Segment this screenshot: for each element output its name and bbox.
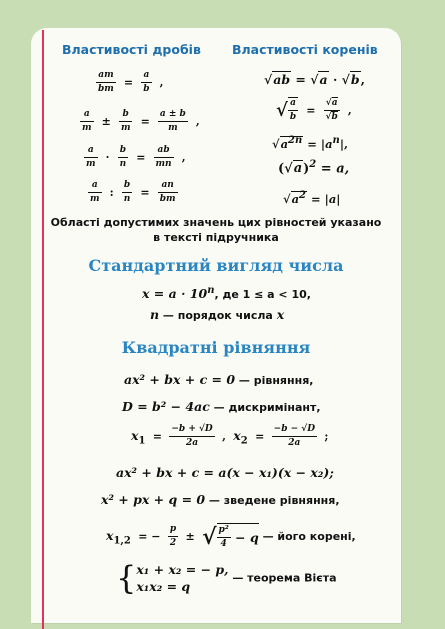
standard-form-title: Стандартний вигляд числа — [88, 256, 344, 275]
root-property-5: $√a^2 = |a|$ — [283, 190, 341, 206]
fraction-property-1: $\frac{am}{bm}$ = $\frac{a}{b}$ , — [98, 70, 164, 94]
standard-form-formula: $x = a \cdot 10^n$, де 1 ≤ a < 10, — [142, 285, 311, 302]
root-property-1: √ab = √a · √b, — [264, 72, 365, 87]
root-property-3: $√a^{2n} = |a^n|$, — [272, 135, 349, 151]
fraction-property-2: $\frac{a}{m}$ ± $\frac{b}{m}$ = $\frac{a \pm b}{m}$ , — [82, 109, 200, 133]
reduced-roots: $x_{1,2}$ = − $\frac{p}{2}$ ± √ $\frac{\text{p²}}{4}$ − q — його корені, — [106, 523, 356, 550]
discriminant: D = b² − 4ac — дискримінант, — [122, 399, 321, 414]
root-property-2: √ $\frac{a}{b}$ = $\frac{√a}{√b}$ , — [276, 97, 352, 122]
fraction-property-4: $\frac{a}{m}$ : $\frac{b}{n}$ = $\frac{an}{bm}$ — [90, 180, 176, 204]
quadratic-equation: ax² + bx + c = 0 — рівняння, — [124, 372, 314, 387]
fraction-property-3: $\frac{a}{m}$ · $\frac{b}{n}$ = $\frac{ab}{mn}$ , — [86, 145, 186, 169]
standard-form-order: n — порядок числа x — [150, 307, 285, 322]
reduced-equation: x² + px + q = 0 — зведене рівняння, — [101, 492, 340, 507]
vieta-theorem: { x₁ + x₂ = − p, x₁x₂ = q — теорема Вієта — [116, 559, 337, 597]
quadratic-title: Квадратні рівняння — [121, 338, 311, 357]
roots-header: Властивості коренів — [232, 42, 378, 57]
root-property-4: $(√a)^2 = a$, — [278, 159, 350, 177]
fractions-header: Властивості дробів — [62, 42, 201, 57]
roots-formula: $x_1$ = $\frac{-b + √D}{2a}$ , $x_2$ = $\frac{-b - √D}{2a}$ ; — [131, 424, 329, 448]
factorization: ax² + bx + c = a(x − x₁)(x − x₂); — [116, 465, 334, 480]
margin-line — [42, 30, 44, 629]
domain-note: Області допустимих значень цих рівностей указано в тексті підручника — [50, 216, 382, 244]
